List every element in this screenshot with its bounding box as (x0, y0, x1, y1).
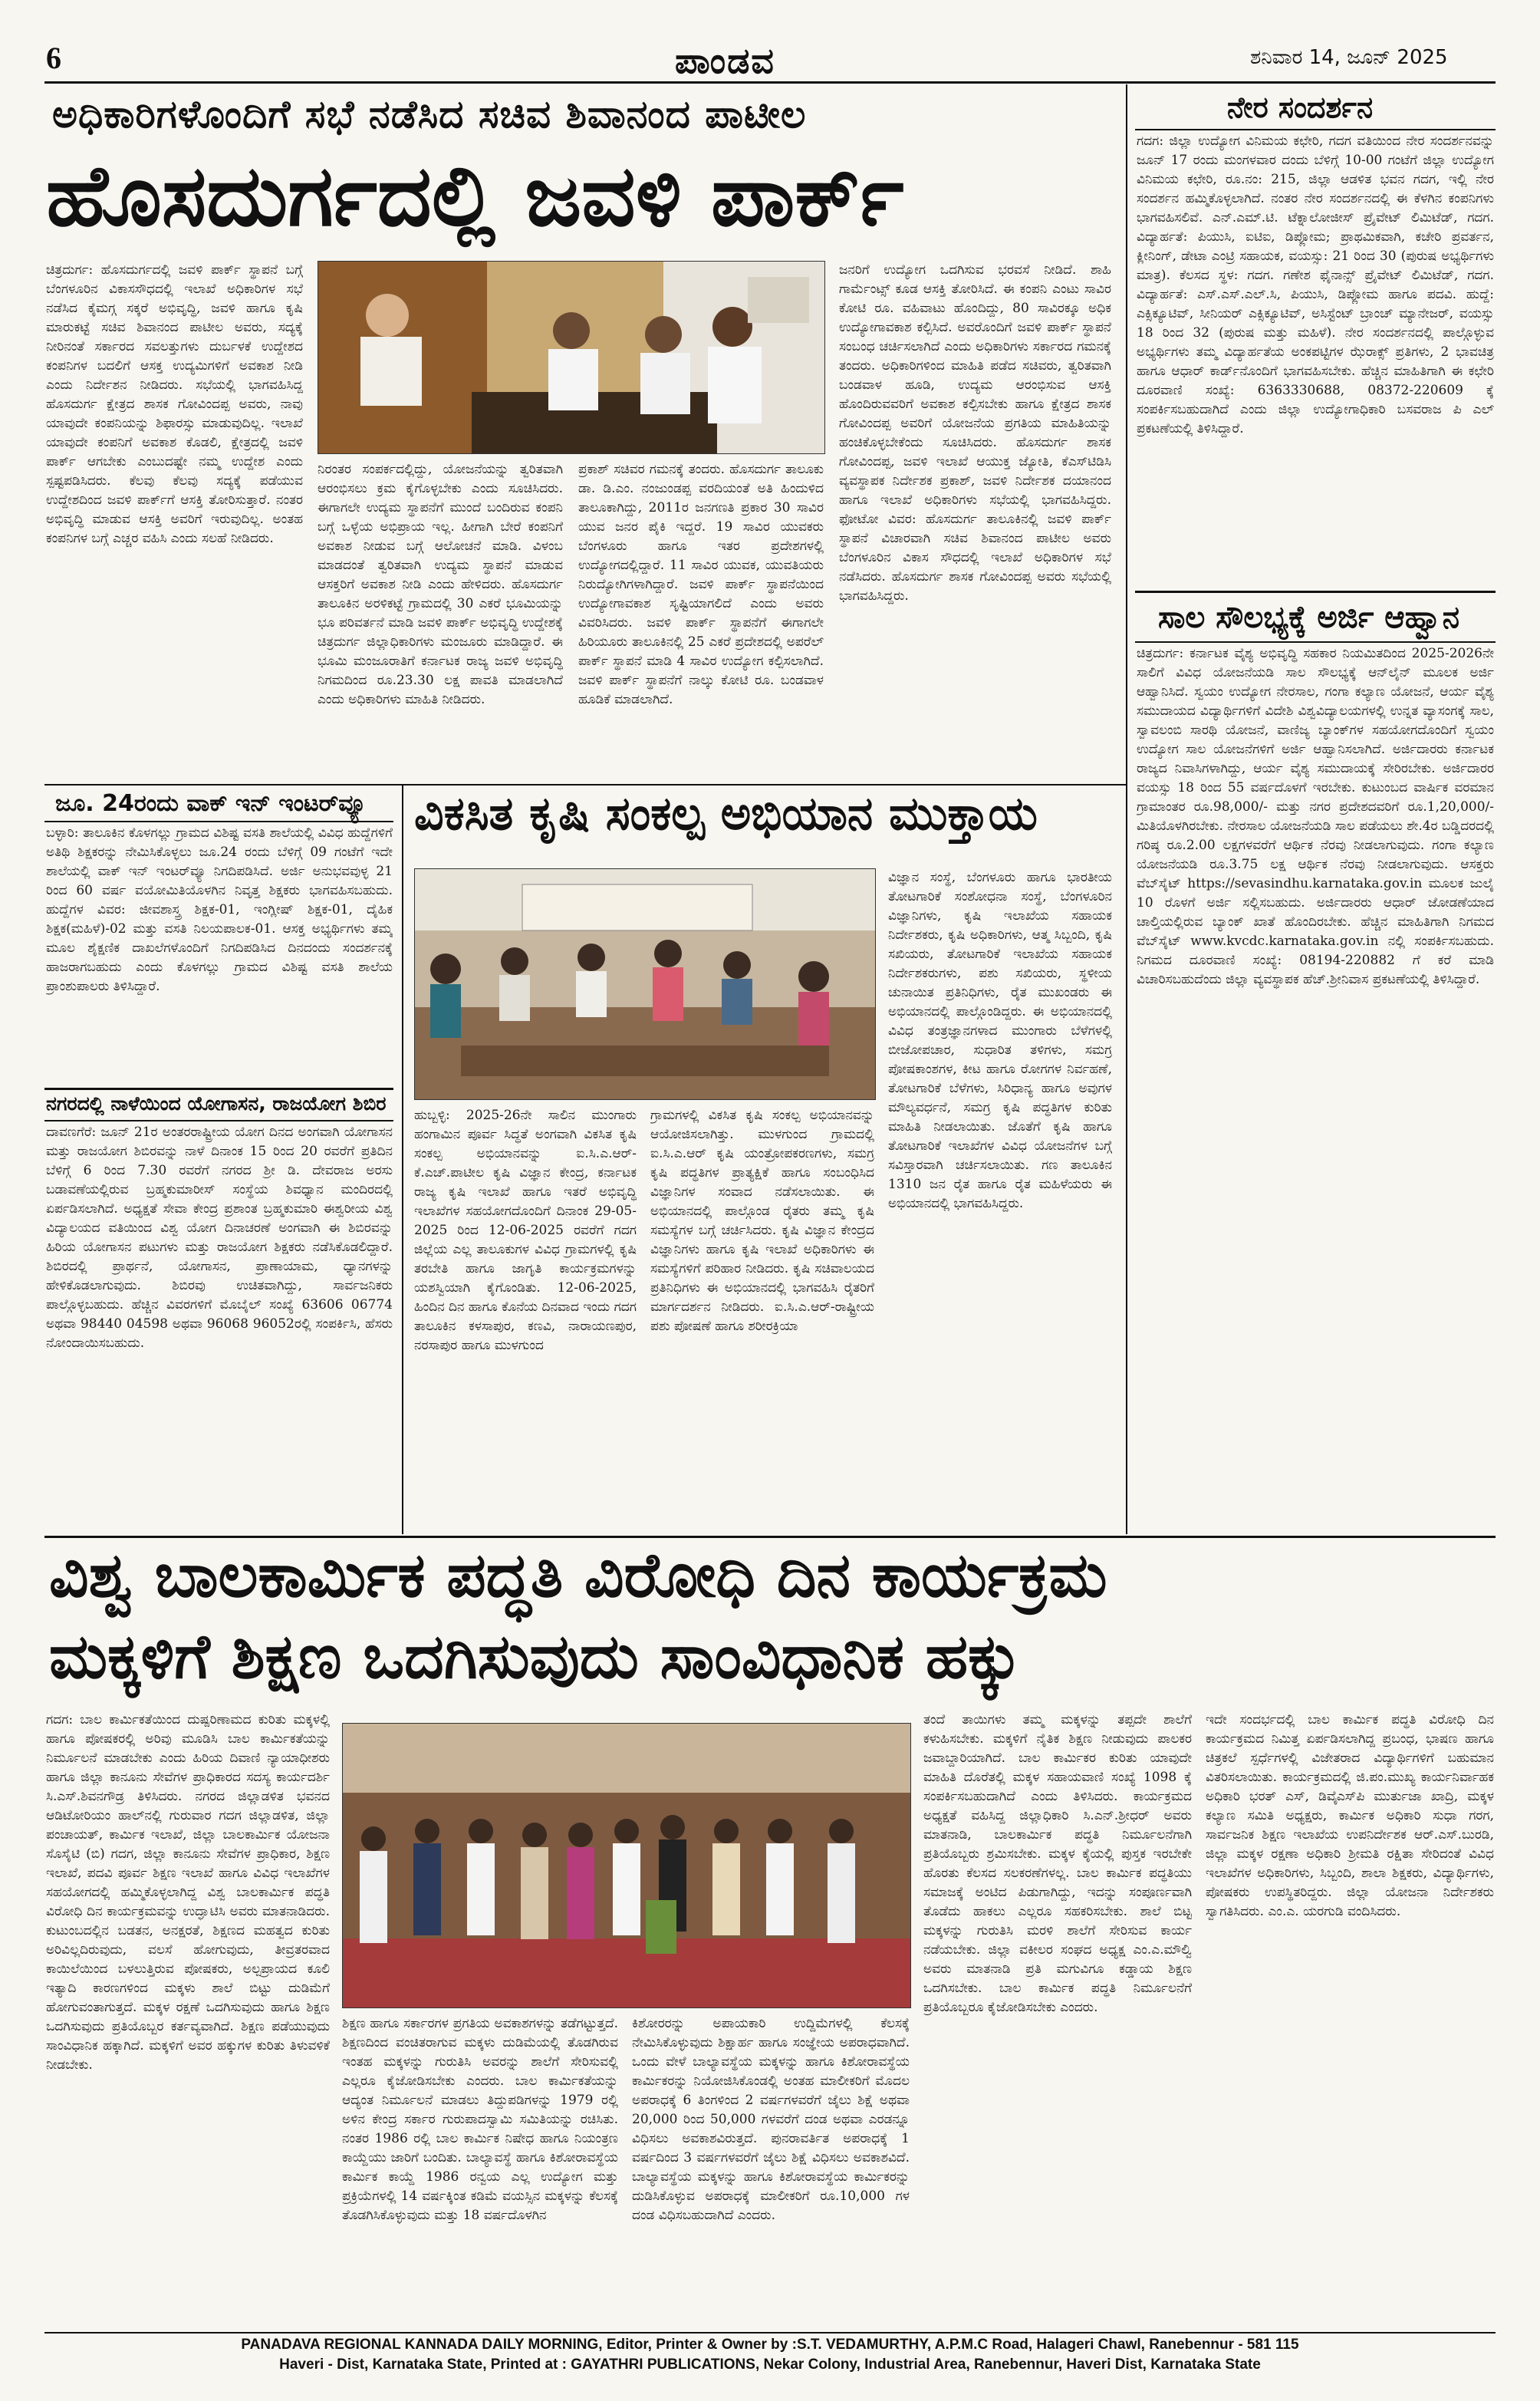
walkin-text: ಬಳ್ಳಾರಿ: ತಾಲೂಕಿನ ಕೊಳಗಲ್ಲು ಗ್ರಾಮದ ವಿಶಿಷ್ಟ ವಸತಿ ಶಾಲೆಯಲ್ಲಿ ವಿವಿಧ ಹುದ್ದೆಗಳಿಗೆ ಅತಿಥಿ ಶಿಕ್ಷಕರನ್ನು ನೇಮಿಸಿಕೊಳ್ಳಲು ಜೂ.24 ರಂದು ಬೆಳಿಗ್ಗೆ 09 ಗಂಟೆಗೆ ಇದೇ ಶಾಲೆಯಲ್ಲಿ ವಾಕ್ ಇನ್ ಇಂಟರ್‌ವ್ಯೂ ನಿಗದಿಪಡಿಸಿದೆ. ಅರ್ಜಿ ಅನುಭವವುಳ್ಳ 21 ರಿಂದ 60 ವರ್ಷ ವಯೋಮಿತಿಯೊಳಗಿನ ನಿವೃತ್ತ ಶಿಕ್ಷಕರು ಭಾಗವಹಿಸಬಹುದು. ಹುದ್ದೆಗಳ ವಿವರ: ಜೀವಶಾಸ್ತ್ರ ಶಿಕ್ಷಕ-01, ಇಂಗ್ಲೀಷ್ ಶಿಕ್ಷಕ-01, ದೈಹಿಕ ಶಿಕ್ಷಕ(ಮಹಿಳೆ)-02 ಮತ್ತು ವಸತಿ ನಿಲಯಪಾಲಕ-01. ಆಸಕ್ತ ಅಭ್ಯರ್ಥಿಗಳು ತಮ್ಮ ಮೂಲ ಶೈಕ್ಷಣಿಕ ದಾಖಲೆಗಳೊಂದಿಗೆ ನಿಗದಿಪಡಿಸಿದ ದಿನದಂದು ಸಂದರ್ಶನಕ್ಕೆ ಹಾಜರಾಗಬಹುದು ಎಂದು ಕೊಳಗಲ್ಲು ಗ್ರಾಮದ ವಿಶಿಷ್ಟ ವಸತಿ ಶಾಲೆಯ ಪ್ರಾಂಶುಪಾಲರು ತಿಳಿಸಿದ್ದಾರೆ. (46, 825, 393, 994)
krishi-col-right: ವಿಜ್ಞಾನ ಸಂಸ್ಥೆ, ಬೆಂಗಳೂರು ಹಾಗೂ ಭಾರತೀಯ ತೋಟಗಾರಿಕೆ ಸಂಶೋಧನಾ ಸಂಸ್ಥೆ, ಬೆಂಗಳೂರಿನ ವಿಜ್ಞಾನಿಗಳು, ಕೃಷಿ ಇಲಾಖೆಯ ಸಹಾಯಕ ನಿರ್ದೇಶಕರು, ಕೃಷಿ ಅಧಿಕಾರಿಗಳು, ಆತ್ಮ ಸಿಬ್ಬಂದಿ, ಕೃಷಿ ಸಖಿಯರು, ತೋಟಗಾರಿಕೆ ಇಲಾಖೆಯ ಸಹಾಯಕ ನಿರ್ದೇಶಕರುಗಳು, ಪಶು ಸಖಿಯರು, ಸ್ಥಳೀಯ ಚುನಾಯಿತ ಪ್ರತಿನಿಧಿಗಳು, ರೈತ ಮುಖಂಡರು ಈ ಅಭಿಯಾನದಲ್ಲಿ ಪಾಲ್ಗೊಂಡಿದ್ದರು. ಈ ಅಭಿಯಾನದಲ್ಲಿ ವಿವಿಧ ತಂತ್ರಜ್ಞಾನಗಳಾದ ಮುಂಗಾರು ಬೆಳೆಗಳಲ್ಲಿ ಬೀಜೋಪಚಾರ, ಸುಧಾರಿತ ತಳಿಗಳು, ಸಮಗ್ರ ಪೋಷಕಾಂಶಗಳ, ಕೀಟ ಹಾಗೂ ರೋಗಗಳ ನಿರ್ವಹಣೆ, ತೋಟಗಾರಿಕೆ ಬೆಳೆಗಳು, ಸಿರಿಧಾನ್ಯ ಹಾಗೂ ಅವುಗಳ ಮೌಲ್ಯವರ್ಧನೆ, ಸಮಗ್ರ ಕೃಷಿ ಪದ್ಧತಿಗಳ ಕುರಿತು ಮಾಹಿತಿ ನೀಡಲಾಯಿತು. ಜೊತೆಗೆ ಕೃಷಿ ಹಾಗೂ ತೋಟಗಾರಿಕೆ ಇಲಾಖೆಗಳ ವಿವಿಧ ಯೋಜನೆಗಳ ಬಗ್ಗೆ ಸವಿಸ್ತಾರವಾಗಿ ಚರ್ಚಿಸಲಾಯಿತು. ಗಣ ತಾಲೂಕಿನ 1310 ಜನ ರೈತ ಹಾಗೂ ರೈತ ಮಹಿಳೆಯರು ಈ ಅಭಿಯಾನದಲ್ಲಿ ಭಾಗವಹಿಸಿದ್ದರು. (888, 870, 1112, 1211)
footer-line-1: PANADAVA REGIONAL KANNADA DAILY MORNING, Editor, Printer & Owner by :S.T. VEDAMURTHY, A.P.M.C Road, Halageri Chawl, Ranebennur - 581 115 (241, 2337, 1299, 2353)
yoga-title-rule (44, 1120, 393, 1121)
lead-headline: ಹೊಸದುರ್ಗದಲ್ಲಿ ಜವಳಿ ಪಾರ್ಕ್ (46, 147, 904, 245)
child-labour-col-1: ಗದಗ: ಬಾಲ ಕಾರ್ಮಿಕತೆಯಿಂದ ದುಷ್ಪರಿಣಾಮದ ಕುರಿತು ಮಕ್ಕಳಲ್ಲಿ ಹಾಗೂ ಪೋಷಕರಲ್ಲಿ ಅರಿವು ಮೂಡಿಸಿ ಬಾಲ ಕಾರ್ಮಿಕತೆಯನ್ನು ನಿರ್ಮೂಲನೆ ಮಾಡಬೇಕು ಎಂದು ಹಿರಿಯ ದಿವಾಣಿ ನ್ಯಾಯಾಧೀಶರು ಹಾಗೂ ಜಿಲ್ಲಾ ಕಾನೂನು ಸೇವೆಗಳ ಪ್ರಾಧಿಕಾರದ ಸದಸ್ಯ ಕಾರ್ಯದರ್ಶಿ ಸಿ.ಎಸ್.ಶಿವನಗೌಡ್ರ ತಿಳಿಸಿದರು. ನಗರದ ಜಿಲ್ಲಾಡಳಿತ ಭವನದ ಆಡಿಟೋರಿಯಂ ಹಾಲ್‌ನಲ್ಲಿ ಗುರುವಾರ ಗದಗ ಜಿಲ್ಲಾಡಳಿತ, ಜಿಲ್ಲಾ ಪಂಚಾಯತ್, ಕಾರ್ಮಿಕ ಇಲಾಖೆ, ಜಿಲ್ಲಾ ಬಾಲಕಾರ್ಮಿಕ ಯೋಜನಾ ಸೊಸೈಟಿ (ಬಿ) ಗದಗ, ಜಿಲ್ಲಾ ಕಾನೂನು ಸೇವೆಗಳ ಪ್ರಾಧಿಕಾರ, ಶಿಕ್ಷಣ ಇಲಾಖೆ, ಪದವಿ ಪೂರ್ವ ಶಿಕ್ಷಣ ಇಲಾಖೆ ಹಾಗೂ ವಿವಿಧ ಇಲಾಖೆಗಳ ಸಹಯೋಗದಲ್ಲಿ ಹಮ್ಮಿಕೊಳ್ಳಲಾಗಿದ್ದ ವಿಶ್ವ ಬಾಲಕಾರ್ಮಿಕ ಪದ್ಧತಿ ವಿರೋಧಿ ದಿನ ಕಾರ್ಯಕ್ರಮವನ್ನು ಉದ್ಘಾಟಿಸಿ ಅವರು ಮಾತನಾಡಿದರು. ಕುಟುಂಬದಲ್ಲಿನ ಬಡತನ, ಅನಕ್ಷರತೆ, ಶಿಕ್ಷಣದ ಮಹತ್ವದ ಕುರಿತು ಅರಿವಿಲ್ಲದಿರುವುದು, ವಲಸೆ ಹೋಗುವುದು, ತೀವ್ರತರವಾದ ಕಾಯಿಲೆಯಿಂದ ಬಳಲುತ್ತಿರುವ ಪೋಷಕರು, ಅಲ್ಪಪ್ರಾಯದ ಕೂಲಿ ಇತ್ಯಾದಿ ಕಾರಣಗಳಿಂದ ಮಕ್ಕಳು ಶಾಲೆ ಬಿಟ್ಟು ದುಡಿಮೆಗೆ ಹೋಗುವಂತಾಗುತ್ತದೆ. ಮಕ್ಕಳ ರಕ್ಷಣೆ ಒದಗಿಸುವುದು ಹಾಗೂ ಶಿಕ್ಷಣ ಒದಗಿಸುವುದು ಪ್ರತಿಯೊಬ್ಬರ ಕರ್ತವ್ಯವಾಗಿದೆ. ಶಿಕ್ಷಣ ಪಡೆಯುವುದು ಸಾಂವಿಧಾನಿಕ ಹಕ್ಕಾಗಿದೆ. ಮಕ್ಕಳಿಗೆ ಅವರ ಹಕ್ಕುಗಳ ಕುರಿತು ತಿಳುವಳಿಕೆ ನೀಡಬೇಕು. (46, 1712, 330, 2073)
lead-col-3: ಪ್ರಕಾಶ್ ಸಚಿವರ ಗಮನಕ್ಕೆ ತಂದರು. ಹೊಸದುರ್ಗ ತಾಲೂಕು ಡಾ. ಡಿ.ಎಂ. ನಂಜುಂಡಪ್ಪ ವರದಿಯಂತೆ ಅತಿ ಹಿಂದುಳಿದ ತಾಲೂಕಾಗಿದ್ದು, 2011ರ ಜನಗಣತಿ ಪ್ರಕಾರ 30 ಸಾವಿರ ಯುವ ಜನರ ಪೈಕಿ ಇದ್ದರೆ. 19 ಸಾವಿರ ಯುವಕರು ಬೆಂಗಳೂರು ಹಾಗೂ ಇತರ ಪ್ರದೇಶಗಳಲ್ಲಿ ಉದ್ಯೋಗದಲ್ಲಿದ್ದಾರೆ. 11 ಸಾವಿರ ಯುವಕ, ಯುವತಿಯರು ನಿರುದ್ಯೋಗಿಗಳಾಗಿದ್ದಾರೆ. ಜವಳಿ ಪಾರ್ಕ್ ಸ್ಥಾಪನೆಯಿಂದ ಉದ್ಯೋಗಾವಕಾಶ ಸೃಷ್ಟಿಯಾಗಲಿದೆ ಎಂದು ಅವರು ವಿವರಿಸಿದರು. ಜವಳಿ ಪಾರ್ಕ್ ಸ್ಥಾಪನೆಗೆ ಈಗಾಗಲೇ ಹಿರಿಯೂರು ತಾಲೂಕಿನಲ್ಲಿ 25 ಎಕರೆ ಪ್ರದೇಶದಲ್ಲಿ ಅಪರೆಲ್ ಪಾರ್ಕ್ ಸ್ಥಾಪನೆ ಮಾಡಿ 4 ಸಾವಿರ ಉದ್ಯೋಗ ಕಲ್ಪಿಸಲಾಗಿದೆ. ಜವಳಿ ಪಾರ್ಕ್ ಸ್ಥಾಪನೆಗೆ ನಾಲ್ಕು ಕೋಟಿ ರೂ. ಬಂಡವಾಳ ಹೂಡಿಕೆ ಮಾಡಲಾಗಿದೆ. (578, 462, 824, 707)
yoga-title: ನಗರದಲ್ಲಿ ನಾಳೆಯಿಂದ ಯೋಗಾಸನ, ರಾಜಯೋಗ ಶಿಬಿರ (46, 1092, 387, 1115)
footer-line-2: Haveri - Dist, Karnataka State, Printed at : GAYATHRI PUBLICATIONS, Nekar Colony, Industrial Area, Ranebennur, Haveri Dist, Karnataka State (279, 2357, 1261, 2373)
child-labour-col-4: ತಂದೆ ತಾಯಿಗಳು ತಮ್ಮ ಮಕ್ಕಳನ್ನು ತಪ್ಪದೇ ಶಾಲೆಗೆ ಕಳುಹಿಸಬೇಕು. ಮಕ್ಕಳಿಗೆ ನೈತಿಕ ಶಿಕ್ಷಣ ನೀಡುವುದು ಪಾಲಕರ ಜವಾಬ್ದಾರಿಯಾಗಿದೆ. ಬಾಲ ಕಾರ್ಮಿಕರ ಕುರಿತು ಯಾವುದೇ ಮಾಹಿತಿ ದೊರೆತಲ್ಲಿ ಮಕ್ಕಳ ಸಹಾಯವಾಣಿ ಸಂಖ್ಯೆ 1098 ಕ್ಕೆ ಸಂಪರ್ಕಿಸಬಹುದಾಗಿದೆ ಎಂದು ತಿಳಿಸಿದರು. ಕಾರ್ಯಕ್ರಮದ ಅಧ್ಯಕ್ಷತೆ ವಹಿಸಿದ್ದ ಜಿಲ್ಲಾಧಿಕಾರಿ ಸಿ.ಎನ್.ಶ್ರೀಧರ್ ಅವರು ಮಾತನಾಡಿ, ಬಾಲಕಾರ್ಮಿಕ ಪದ್ಧತಿ ನಿರ್ಮೂಲನೆಗಾಗಿ ಪ್ರತಿಯೊಬ್ಬರು ಶ್ರಮಿಸಬೇಕು. ಮಕ್ಕಳ ಕೈಯಲ್ಲಿ ಪುಸ್ತಕ ಇರಬೇಕೇ ಹೊರತು ಕೆಲಸದ ಸಲಕರಣೆಗಳಲ್ಲ. ಬಾಲ ಕಾರ್ಮಿಕ ಪದ್ಧತಿಯು ಸಮಾಜಕ್ಕೆ ಅಂಟಿದ ಪಿಡುಗಾಗಿದ್ದು, ಇದನ್ನು ಸಂಪೂರ್ಣವಾಗಿ ತೊಡೆದು ಹಾಕಲು ಎಲ್ಲರೂ ಸಹಕರಿಸಬೇಕು. ಶಾಲೆ ಬಿಟ್ಟ ಮಕ್ಕಳನ್ನು ಗುರುತಿಸಿ ಮರಳಿ ಶಾಲೆಗೆ ಸೇರಿಸುವ ಕಾರ್ಯ ನಡೆಯಬೇಕು. ಜಿಲ್ಲಾ ವಕೀಲರ ಸಂಘದ ಅಧ್ಯಕ್ಷ ಎಂ.ಎ.ಮೌಲ್ವಿ ಅವರು ಮಾತನಾಡಿ ಪ್ರತಿ ಮಗುವಿಗೂ ಕಡ್ಡಾಯ ಶಿಕ್ಷಣ ಒದಗಿಸಬೇಕು. ಬಾಲ ಕಾರ್ಮಿಕ ಪದ್ಧತಿ ನಿರ್ಮೂಲನೆಗೆ ಪ್ರತಿಯೊಬ್ಬರೂ ಕೈಜೋಡಿಸಬೇಕು ಎಂದರು. (923, 1712, 1192, 2015)
krishi-photo-svg (415, 869, 875, 1099)
loan-title-rule (1135, 641, 1496, 643)
krishi-col-mid: ಗ್ರಾಮಗಳಲ್ಲಿ ವಿಕಸಿತ ಕೃಷಿ ಸಂಕಲ್ಪ ಅಭಿಯಾನವನ್ನು ಆಯೋಜಿಸಲಾಗಿತ್ತು. ಮುಳಗುಂದ ಗ್ರಾಮದಲ್ಲಿ ಐ.ಸಿ.ಎ.ಆರ್ ಕೃಷಿ ಯಂತ್ರೋಪಕರಣಗಳು, ಸಮಗ್ರ ಕೃಷಿ ಪದ್ಧತಿಗಳ ಪ್ರಾತ್ಯಕ್ಷಿಕೆ ಹಾಗೂ ಸಂಬಂಧಿಸಿದ ವಿಜ್ಞಾನಿಗಳ ಸಂವಾದ ನಡೆಸಲಾಯಿತು. ಈ ಅಭಿಯಾನದಲ್ಲಿ ಪಾಲ್ಗೊಂಡ ರೈತರು ತಮ್ಮ ಕೃಷಿ ಸಮಸ್ಯೆಗಳ ಬಗ್ಗೆ ಚರ್ಚಿಸಿದರು. ಕೃಷಿ ವಿಜ್ಞಾನ ಕೇಂದ್ರದ ವಿಜ್ಞಾನಿಗಳು ಹಾಗೂ ಕೃಷಿ ಇಲಾಖೆ ಅಧಿಕಾರಿಗಳು ಈ ಸಮಸ್ಯೆಗಳಿಗೆ ಪರಿಹಾರ ನೀಡಿದರು. ಕೃಷಿ ಸಚಿವಾಲಯದ ಪ್ರತಿನಿಧಿಗಳು ಈ ಅಭಿಯಾನದಲ್ಲಿ ಭಾಗವಹಿಸಿ ರೈತರಿಗೆ ಮಾರ್ಗದರ್ಶನ ನೀಡಿದರು. ಐ.ಸಿ.ಎ.ಆರ್-ರಾಷ್ಟ್ರೀಯ ಪಶು ಪೋಷಣೆ ಹಾಗೂ ಶರೀರಕ್ರಿಯಾ (650, 1108, 874, 1334)
footer-rule (44, 2332, 1496, 2333)
child-labour-col-5: ಇದೇ ಸಂದರ್ಭದಲ್ಲಿ ಬಾಲ ಕಾರ್ಮಿಕ ಪದ್ಧತಿ ವಿರೋಧಿ ದಿನ ಕಾರ್ಯಕ್ರಮದ ನಿಮಿತ್ತ ಏರ್ಪಡಿಸಲಾಗಿದ್ದ ಪ್ರಬಂಧ, ಭಾಷಣ ಹಾಗೂ ಚಿತ್ರಕಲೆ ಸ್ಪರ್ಧೆಗಳಲ್ಲಿ ವಿಜೇತರಾದ ವಿದ್ಯಾರ್ಥಿಗಳಿಗೆ ಬಹುಮಾನ ವಿತರಿಸಲಾಯಿತು. ಕಾರ್ಯಕ್ರಮದಲ್ಲಿ ಜಿ.ಪಂ.ಮುಖ್ಯ ಕಾರ್ಯನಿರ್ವಾಹಕ ಅಧಿಕಾರಿ ಭರತ್ ಎಸ್, ಡಿವೈಎಸ್‌ಪಿ ಮುರ್ತುಜಾ ಖಾದ್ರಿ, ಮಕ್ಕಳ ಕಲ್ಯಾಣ ಸಮಿತಿ ಅಧ್ಯಕ್ಷರು, ಕಾರ್ಮಿಕ ಅಧಿಕಾರಿ ಸುಧಾ ಗರಗ, ಸಾರ್ವಜನಿಕ ಶಿಕ್ಷಣ ಇಲಾಖೆಯ ಉಪನಿರ್ದೇಶಕ ಆರ್.ಎಸ್.ಬುರಡಿ, ಜಿಲ್ಲಾ ಮಕ್ಕಳ ರಕ್ಷಣಾ ಅಧಿಕಾರಿ ಶ್ರೀಮತಿ ರಕ್ಷಿತಾ ಸೇರಿದಂತೆ ವಿವಿಧ ಇಲಾಖೆಗಳ ಅಧಿಕಾರಿಗಳು, ಸಿಬ್ಬಂದಿ, ಶಾಲಾ ಶಿಕ್ಷಕರು, ವಿದ್ಯಾರ್ಥಿಗಳು, ಪೋಷಕರು ಉಪಸ್ಥಿತರಿದ್ದರು. ಜಿಲ್ಲಾ ಯೋಜನಾ ನಿರ್ದೇಶಕರು ಸ್ವಾಗತಿಸಿದರು. ಎಂ.ಎ. ಯರಗುಡಿ ವಂದಿಸಿದರು. (1206, 1712, 1494, 1919)
sidebar-divider (1126, 84, 1127, 1534)
child-labour-col-2: ಶಿಕ್ಷಣ ಹಾಗೂ ಸರ್ಕಾರಗಳ ಪ್ರಗತಿಯ ಅವಕಾಶಗಳನ್ನು ತಡೆಗಟ್ಟುತ್ತದೆ. ಶಿಕ್ಷಣದಿಂದ ವಂಚಿತರಾಗುವ ಮಕ್ಕಳು ದುಡಿಮೆಯಲ್ಲಿ ತೊಡಗಿರುವ ಇಂತಹ ಮಕ್ಕಳನ್ನು ಗುರುತಿಸಿ ಅವರನ್ನು ಶಾಲೆಗೆ ಸೇರಿಸುವಲ್ಲಿ ಎಲ್ಲರೂ ಕೈಜೋಡಿಸಬೇಕು ಎಂದರು. ಬಾಲ ಕಾರ್ಮಿಕತೆಯನ್ನು ಆದ್ಯಂತ ನಿರ್ಮೂಲನೆ ಮಾಡಲು ತಿದ್ದುಪಡಿಗಳನ್ನು 1979 ರಲ್ಲಿ ಅಳಿನ ಕೇಂದ್ರ ಸರ್ಕಾರ ಗುರುಪಾದಸ್ವಾಮಿ ಸಮಿತಿಯನ್ನು ರಚಿಸಿತು. ನಂತರ 1986 ರಲ್ಲಿ ಬಾಲ ಕಾರ್ಮಿಕ ನಿಷೇಧ ಹಾಗೂ ನಿಯಂತ್ರಣ ಕಾಯ್ದೆಯು ಜಾರಿಗೆ ಬಂದಿತು. ಬಾಲ್ಯಾವಸ್ಥೆ ಹಾಗೂ ಕಿಶೋರಾವಸ್ಥೆಯ ಕಾರ್ಮಿಕ ಕಾಯ್ದೆ 1986 ರನ್ವಯ ಎಲ್ಲ ಉದ್ಯೋಗ ಮತ್ತು ಪ್ರಕ್ರಿಯೆಗಳಲ್ಲಿ 14 ವರ್ಷಕ್ಕಿಂತ ಕಡಿಮೆ ವಯಸ್ಸಿನ ಮಕ್ಕಳನ್ನು ಕೆಲಸಕ್ಕೆ ತೊಡಗಿಸಿಕೊಳ್ಳುವುದು ಮತ್ತು 18 ವರ್ಷದೊಳಗಿನ (342, 2016, 618, 2223)
krishi-headline: ವಿಕಸಿತ ಕೃಷಿ ಸಂಕಲ್ಪ ಅಭಿಯಾನ ಮುಕ್ತಾಯ (414, 787, 1038, 841)
child-labour-top-rule (44, 1536, 1496, 1538)
child-labour-photo-svg (343, 1724, 910, 2007)
issue-date: ಶನಿವಾರ 14, ಜೂನ್ 2025 (1250, 46, 1448, 69)
masthead-rule (44, 81, 1496, 84)
child-labour-col-3: ಕಿಶೋರರನ್ನು ಅಪಾಯಕಾರಿ ಉದ್ದಿಮೆಗಳಲ್ಲಿ ಕೆಲಸಕ್ಕೆ ನೇಮಿಸಿಕೊಳ್ಳುವುದು ಶಿಕ್ಷಾರ್ಹ ಹಾಗೂ ಸಂಜ್ಞೇಯ ಅಪರಾಧವಾಗಿದೆ. ಒಂದು ವೇಳೆ ಬಾಲ್ಯಾವಸ್ಥೆಯ ಮಕ್ಕಳನ್ನು ಹಾಗೂ ಕಿಶೋರಾವಸ್ಥೆಯ ಕಾರ್ಮಿಕರನ್ನು ನಿಯೋಜಿಸಿಕೊಂಡಲ್ಲಿ ಅಂತಹ ಮಾಲೀಕರಿಗೆ ಮೊದಲ ಅಪರಾಧಕ್ಕೆ 6 ತಿಂಗಳಿಂದ 2 ವರ್ಷಗಳವರೆಗೆ ಜೈಲು ಶಿಕ್ಷೆ ಅಥವಾ 20,000 ರಿಂದ 50,000 ಗಳವರೆಗೆ ದಂಡ ಅಥವಾ ಎರಡನ್ನೂ ವಿಧಿಸಲು ಅವಕಾಶವಿರುತ್ತದೆ. ಪುನರಾವರ್ತಿತ ಅಪರಾಧಕ್ಕೆ 1 ವರ್ಷದಿಂದ 3 ವರ್ಷಗಳವರೆಗೆ ಜೈಲು ಶಿಕ್ಷೆ ವಿಧಿಸಲು ಅವಕಾಶವಿದೆ. ಬಾಲ್ಯಾವಸ್ಥೆಯ ಮಕ್ಕಳನ್ನು ಹಾಗೂ ಕಿಶೋರಾವಸ್ಥೆಯ ಕಾರ್ಮಿಕರನ್ನು ದುಡಿಸಿಕೊಳ್ಳುವ ಅಪರಾಧಕ್ಕೆ ಮಾಲೀಕರಿಗೆ ರೂ.10,000 ಗಳ ದಂಡ ವಿಧಿಸಬಹುದಾಗಿದೆ ಎಂದರು. (632, 2016, 910, 2223)
child-labour-headline-1: ವಿಶ್ವ ಬಾಲಕಾರ್ಮಿಕ ಪದ್ಧತಿ ವಿರೋಧಿ ದಿನ ಕಾರ್ಯಕ್ರಮ (49, 1540, 1107, 1611)
paper-name: ಪಾಂಡವ (675, 40, 775, 81)
child-labour-headline-2: ಮಕ್ಕಳಿಗೆ ಶಿಕ್ಷಣ ಒದಗಿಸುವುದು ಸಾಂವಿಧಾನಿಕ ಹಕ್ಕು (49, 1621, 1022, 1692)
yoga-text: ದಾವಣಗೆರೆ: ಜೂನ್ 21ರ ಅಂತರರಾಷ್ಟ್ರೀಯ ಯೋಗ ದಿನದ ಅಂಗವಾಗಿ ಯೋಗಾಸನ ಮತ್ತು ರಾಜಯೋಗ ಶಿಬಿರವನ್ನು ನಾಳೆ ದಿನಾಂಕ 15 ರಿಂದ 20 ರವರೆಗೆ ಪ್ರತಿದಿನ ಬೆಳಿಗ್ಗೆ 6 ರಿಂದ 7.30 ರವರೆಗೆ ನಗರದ ಶ್ರೀ ಡಿ. ದೇವರಾಜ ಅರಸು ಬಡಾವಣೆಯಲ್ಲಿರುವ ಬ್ರಹ್ಮಕುಮಾರೀಸ್ ಸಂಸ್ಥೆಯ ಶಿವಧ್ಯಾನ ಮಂದಿರದಲ್ಲಿ ಏರ್ಪಡಿಸಲಾಗಿದೆ. ಅಧ್ಯಕ್ಷತೆ ಸೇವಾ ಕೇಂದ್ರ ಪ್ರಶಾಂತ ಬ್ರಹ್ಮಕುಮಾರಿ ಈಶ್ವರೀಯ ವಿಶ್ವ ವಿದ್ಯಾಲಯದ ವತಿಯಿಂದ ವಿಶ್ವ ಯೋಗ ದಿನಾಚರಣೆ ಅಂಗವಾಗಿ ಈ ಶಿಬಿರವನ್ನು ಹಿರಿಯ ಯೋಗಾಸನ ಪಟುಗಳು ಮತ್ತು ರಾಜಯೋಗ ಶಿಕ್ಷಕರು ನಡೆಸಿಕೊಡಲಿದ್ದಾರೆ. ಶಿಬಿರದಲ್ಲಿ ಪ್ರಾರ್ಥನೆ, ಯೋಗಾಸನ, ಪ್ರಾಣಾಯಾಮ, ಧ್ಯಾನಗಳನ್ನು ಹೇಳಿಕೊಡಲಾಗುವುದು. ಶಿಬಿರವು ಉಚಿತವಾಗಿದ್ದು, ಸಾರ್ವಜನಿಕರು ಪಾಲ್ಗೊಳ್ಳಬಹುದು. ಹೆಚ್ಚಿನ ವಿವರಗಳಿಗೆ ಮೊಬೈಲ್ ಸಂಖ್ಯೆ 63606 06774 ಅಥವಾ 98440 04598 ಅಥವಾ 96068 96052ರಲ್ಲಿ ಸಂಪರ್ಕಿಸಿ, ಹೆಸರು ನೋಂದಾಯಿಸಬಹುದು. (46, 1125, 393, 1351)
lead-col-2: ನಿರಂತರ ಸಂಪರ್ಕದಲ್ಲಿದ್ದು, ಯೋಜನೆಯನ್ನು ತ್ವರಿತವಾಗಿ ಆರಂಭಿಸಲು ಕ್ರಮ ಕೈಗೊಳ್ಳಬೇಕು ಎಂದು ಸೂಚಿಸಿದರು. ಈಗಾಗಲೇ ಉದ್ಯಮ ಸ್ಥಾಪನೆಗೆ ಮುಂದೆ ಬಂದಿರುವ ಕಂಪನಿ ಬಗ್ಗೆ ಒಳ್ಳೆಯ ಅಭಿಪ್ರಾಯ ಇಲ್ಲ. ಹೀಗಾಗಿ ಬೇರೆ ಕಂಪನಿಗೆ ಅವಕಾಶ ನೀಡುವ ಬಗ್ಗೆ ಆಲೋಚನೆ ಮಾಡಿ. ವಿಳಂಬ ಮಾಡದಂತೆ ತ್ವರಿತವಾಗಿ ಉದ್ಯಮ ಸ್ಥಾಪನೆ ಮಾಡುವ ಆಸಕ್ತರಿಗೆ ಅವಕಾಶ ನೀಡಿ ಎಂದು ಹೇಳಿದರು. ಹೊಸದುರ್ಗ ತಾಲೂಕಿನ ಅರಳಿಕಟ್ಟೆ ಗ್ರಾಮದಲ್ಲಿ 30 ಎಕರೆ ಭೂಮಿಯನ್ನು ಭೂ ಪರಿವರ್ತನೆ ಮಾಡಿ ಜವಳಿ ಪಾರ್ಕ್ ಅಭಿವೃದ್ಧಿ ಉದ್ದೇಶಕ್ಕೆ ಚಿತ್ರದುರ್ಗ ಜಿಲ್ಲಾಧಿಕಾರಿಗಳು ಮಂಜೂರು ಮಾಡಿದ್ದಾರೆ. ಈ ಭೂಮಿ ಮಂಜೂರಾತಿಗೆ ಕರ್ನಾಟಕ ರಾಜ್ಯ ಜವಳಿ ಅಭಿವೃದ್ಧಿ ನಿಗಮದಿಂದ ರೂ.23.30 ಲಕ್ಷ ಪಾವತಿ ಮಾಡಲಾಗಿದೆ ಎಂದು ಅಧಿಕಾರಿಗಳು ಮಾಹಿತಿ ನೀಡಿದರು. (318, 462, 563, 707)
lead-col-1: ಚಿತ್ರದುರ್ಗ: ಹೊಸದುರ್ಗದಲ್ಲಿ ಜವಳಿ ಪಾರ್ಕ್ ಸ್ಥಾಪನೆ ಬಗ್ಗೆ ಬೆಂಗಳೂರಿನ ವಿಕಾಸಸೌಧದಲ್ಲಿ ಇಲಾಖೆ ಅಧಿಕಾರಿಗಳ ಸಭೆ ನಡೆಸಿದ ಕೈಮಗ್ಗ ಸಕ್ಕರೆ ಅಭಿವೃದ್ಧಿ, ಜವಳಿ ಹಾಗೂ ಕೃಷಿ ಮಾರುಕಟ್ಟೆ ಸಚಿವ ಶಿವಾನಂದ ಪಾಟೀಲ ಅವರು, ಸದ್ಯಕ್ಕೆ ನೀರಿನಂತೆ ಸರ್ಕಾರದ ಸವಲತ್ತುಗಳು ದುರ್ಬಳಕೆ ಉದ್ದೇಶದ ಕಂಪನಿಗಳ ಬದಲಿಗೆ ಆಸಕ್ತ ಉದ್ಯಮಿಗಳಿಗೆ ಅವಕಾಶ ನೀಡಿ ಎಂದು ನಿರ್ದೇಶನ ನೀಡಿದರು. ಸಭೆಯಲ್ಲಿ ಭಾಗವಹಿಸಿದ್ದ ಹೊಸದುರ್ಗ ಕ್ಷೇತ್ರದ ಶಾಸಕ ಗೋವಿಂದಪ್ಪ ಅವರು, ನಾವು ಯಾವುದೇ ಕಂಪನಿಯನ್ನು ಶಿಫಾರಸ್ಸು ಮಾಡುವುದಿಲ್ಲ. ಇಲಾಖೆ ಯಾವುದೇ ಕಂಪನಿಗೆ ಅವಕಾಶ ಕೊಡಲಿ, ಕ್ಷೇತ್ರದಲ್ಲಿ ಜವಳಿ ಪಾರ್ಕ್ ಆಗಬೇಕು ಎಂಬುದಷ್ಟೇ ನಮ್ಮ ಉದ್ದೇಶ ಎಂದು ಸ್ಪಷ್ಟಪಡಿಸಿದರು. ಕೆಲವು ಕೆಲವು ಸದ್ಯಕ್ಕೆ ಪಡೆಯುವ ಉದ್ದೇಶದಿಂದ ಜವಳಿ ಪಾರ್ಕ್‌ಗೆ ಆಸಕ್ತಿ ತೋರಿಸುತ್ತಾರೆ. ನಂತರ ಅಭಿವೃದ್ಧಿ ಮಾಡುವ ಆಸಕ್ತಿ ಅವರಿಗೆ ಇರುವುದಿಲ್ಲ. ಅಂತಹ ಕಂಪನಿಗಳ ಬಗ್ಗೆ ಎಚ್ಚರ ವಹಿಸಿ ಎಂದು ಸಲಹೆ ನೀಡಿದರು. (46, 262, 303, 546)
sidebar-separator (1135, 591, 1496, 593)
lead-kicker: ಅಧಿಕಾರಿಗಳೊಂದಿಗೆ ಸಭೆ ನಡೆಸಿದ ಸಚಿವ ಶಿವಾನಂದ ಪಾಟೀಲ (52, 92, 807, 137)
sidebar-loan-title: ಸಾಲ ಸೌಲಭ್ಯಕ್ಕೆ ಅರ್ಜಿ ಆಹ್ವಾನ (1158, 600, 1459, 635)
page-number: 6 (46, 41, 61, 75)
meeting-photo-svg (318, 262, 824, 453)
lead-bottom-rule (44, 784, 1126, 786)
krishi-divider (402, 786, 403, 1534)
sidebar-interview-text: ಗದಗ: ಜಿಲ್ಲಾ ಉದ್ಯೋಗ ವಿನಿಮಯ ಕಛೇರಿ, ಗದಗ ವತಿಯಿಂದ ನೇರ ಸಂದರ್ಶನವನ್ನು ಜೂನ್ 17 ರಂದು ಮಂಗಳವಾರ ದಂದು ಬೆಳಿಗ್ಗೆ 10-00 ಗಂಟೆಗೆ ಜಿಲ್ಲಾ ಉದ್ಯೋಗ ವಿನಿಮಯ ಕಛೇರಿ, ರೂ.ನಂ: 215, ಜಿಲ್ಲಾ ಆಡಳಿತ ಭವನ ಗದಗ, ಇಲ್ಲಿ ನೇರ ಸಂದರ್ಶನ ಹಮ್ಮಿಕೊಳ್ಳಲಾಗಿದೆ. ನಂತರ ನೇರ ಸಂದರ್ಶನದಲ್ಲಿ ಈ ಕೆಳಗಿನ ಕಂಪನಿಗಳು ಭಾಗವಹಿಸಲಿವೆ. ಎನ್.ಎಮ್.ಟಿ. ಟೆಕ್ನಾಲೋಜೀಸ್ ಪ್ರೈವೇಟ್ ಲಿಮಿಟೆಡ್, ಗದಗ. ವಿದ್ಯಾರ್ಹತೆ: ಪಿಯುಸಿ, ಐಟಿಐ, ಡಿಪ್ಲೋಮ; ಪ್ರಾಥಮಿಕವಾಗಿ, ಕಚೇರಿ ಪ್ರವರ್ತನ, ಕ್ಲೀನಿಂಗ್, ಡೇಟಾ ಎಂಟ್ರಿ ಸಹಾಯಕ, ವಯಸ್ಸು: 21 ರಿಂದ 30 (ಪುರುಷ ಅಭ್ಯರ್ಥಿಗಳು ಮಾತ್ರ). ಕೆಲಸದ ಸ್ಥಳ: ಗದಗ. ಗಣೇಶ ಫೈನಾನ್ಸ್ ಪ್ರೈವೇಟ್ ಲಿಮಿಟೆಡ್, ಗದಗ. ವಿದ್ಯಾರ್ಹತೆ: ಎಸ್.ಎಸ್.ಎಲ್.ಸಿ, ಪಿಯುಸಿ, ಡಿಪ್ಲೋಮ ಹಾಗೂ ಪದವಿ. ಹುದ್ದೆ: ಎಕ್ಸಿಕ್ಯೂಟಿವ್, ಸೀನಿಯರ್ ಎಕ್ಸಿಕ್ಯೂಟಿವ್, ಅಸಿಸ್ಟೆಂಟ್ ಬ್ರಾಂಚ್ ಮ್ಯಾನೇಜರ್, ವಯಸ್ಸು 18 ರಿಂದ 32 (ಪುರುಷ ಮತ್ತು ಮಹಿಳೆ). ನೇರ ಸಂದರ್ಶನದಲ್ಲಿ ಪಾಲ್ಗೊಳ್ಳುವ ಅಭ್ಯರ್ಥಿಗಳು ತಮ್ಮ ವಿದ್ಯಾರ್ಹತೆಯ ಅಂಕಪಟ್ಟಿಗಳ ಝೆರಾಕ್ಸ್ ಪ್ರತಿಗಳು, 2 ಭಾವಚಿತ್ರ ಹಾಗೂ ಆಧಾರ್ ಕಾರ್ಡ್‌ನೊಂದಿಗೆ ಭಾಗವಹಿಸಬೇಕು. ಹೆಚ್ಚಿನ ಮಾಹಿತಿಗಾಗಿ ಈ ಕಛೇರಿ ದೂರವಾಣಿ ಸಂಖ್ಯೆ: 6363330688, 08372-220609 ಕ್ಕೆ ಸಂಪರ್ಕಿಸಬಹುದಾಗಿದೆ ಎಂದು ಜಿಲ್ಲಾ ಉದ್ಯೋಗಾಧಿಕಾರಿ ಬಸವರಾಜ ಪಿ ಎಲ್ ಪ್ರಕಟಣೆಯಲ್ಲಿ ತಿಳಿಸಿದ್ದಾರೆ. (1137, 133, 1494, 436)
child-labour-photo (342, 1723, 911, 2008)
lead-col-4: ಜನರಿಗೆ ಉದ್ಯೋಗ ಒದಗಿಸುವ ಭರವಸೆ ನೀಡಿದೆ. ಶಾಹಿ ಗಾರ್ಮೆಂಟ್ಸ್ ಕೂಡ ಆಸಕ್ತಿ ತೋರಿಸಿದೆ. ಈ ಕಂಪನಿ ಎಂಟು ಸಾವಿರ ಕೋಟಿ ರೂ. ವಹಿವಾಟು ಹೊಂದಿದ್ದು, 80 ಸಾವಿರಕ್ಕೂ ಅಧಿಕ ಉದ್ಯೋಗಾವಕಾಶ ಕಲ್ಪಿಸಿದೆ. ಅವರೊಂದಿಗೆ ಜವಳಿ ಪಾರ್ಕ್ ಸ್ಥಾಪನೆ ಸಂಬಂಧ ಚರ್ಚಿಸಲಾಗಿದೆ ಎಂದು ಅಧಿಕಾರಿಗಳು ಸರ್ಕಾರದ ಗಮನಕ್ಕೆ ತಂದರು. ಅಧಿಕಾರಿಗಳಿಂದ ಮಾಹಿತಿ ಪಡೆದ ಸಚಿವರು, ತ್ವರಿತವಾಗಿ ಬಂಡವಾಳ ಹೂಡಿ, ಉದ್ಯಮ ಆರಂಭಿಸುವ ಆಸಕ್ತಿ ಹೊಂದಿರುವವರಿಗೆ ಅವಕಾಶ ಕಲ್ಪಿಸಬೇಕು ಹಾಗೂ ಕ್ಷೇತ್ರದ ಶಾಸಕ ಗೋವಿಂದಪ್ಪ ಅವರಿಗೆ ಯೋಜನೆಯ ಪ್ರಗತಿಯ ಮಾಹಿತಿಯನ್ನು ಹಂಚಿಕೊಳ್ಳಬೇಕೆಂದು ಸೂಚಿಸಿದರು. ಹೊಸದುರ್ಗ ಶಾಸಕ ಗೋವಿಂದಪ್ಪ, ಜವಳಿ ಇಲಾಖೆ ಆಯುಕ್ತ ಜ್ಯೋತಿ, ಕೆಎಸ್‌ಟಿಡಿಸಿ ವ್ಯವಸ್ಥಾಪಕ ನಿರ್ದೇಶಕ ಪ್ರಕಾಶ್, ಜವಳಿ ನಿರ್ದೇಶಕ ದಯಾನಂದ ಹಾಗೂ ಇಲಾಖೆ ಅಧಿಕಾರಿಗಳು ಸಭೆಯಲ್ಲಿ ಭಾಗವಹಿಸಿದ್ದರು. ಫೋಟೋ ವಿವರ: ಹೊಸದುರ್ಗ ತಾಲೂಕಿನಲ್ಲಿ ಜವಳಿ ಪಾರ್ಕ್ ಸ್ಥಾಪನೆ ವಿಚಾರವಾಗಿ ಸಚಿವ ಶಿವಾನಂದ ಪಾಟೀಲ ಅವರು ಬೆಂಗಳೂರಿನ ವಿಕಾಸ ಸೌಧದಲ್ಲಿ ಇಲಾಖೆ ಅಧಿಕಾರಿಗಳ ಸಭೆ ನಡೆಸಿದರು. ಹೊಸದುರ್ಗ ಶಾಸಕ ಗೋವಿಂದಪ್ಪ ಅವರು ಸಭೆಯಲ್ಲಿ ಭಾಗವಹಿಸಿದ್ದರು. (839, 262, 1111, 604)
sidebar-loan-text: ಚಿತ್ರದುರ್ಗ: ಕರ್ನಾಟಕ ವೈಶ್ಯ ಅಭಿವೃದ್ಧಿ ಸಹಕಾರ ನಿಯಮಿತದಿಂದ 2025-2026ನೇ ಸಾಲಿಗೆ ವಿವಿಧ ಯೋಜನೆಯಡಿ ಸಾಲ ಸೌಲಭ್ಯಕ್ಕೆ ಆನ್‌ಲೈನ್ ಮೂಲಕ ಅರ್ಜಿ ಆಹ್ವಾನಿಸಿದೆ. ಸ್ವಯಂ ಉದ್ಯೋಗ ನೇರಸಾಲ, ಗಂಗಾ ಕಲ್ಯಾಣ ಯೋಜನೆ, ಆರ್ಯ ವೈಶ್ಯ ಸಮುದಾಯದ ವಿದ್ಯಾರ್ಥಿಗಳಿಗೆ ವಿದೇಶಿ ವಿಶ್ವವಿದ್ಯಾಲಯಗಳಲ್ಲಿ ಉನ್ನತ ವ್ಯಾಸಂಗಕ್ಕೆ ಸಾಲ, ಸ್ವಾವಲಂಬಿ ಸಾರಥಿ ಯೋಜನೆ, ವಾಣಿಜ್ಯ ಬ್ಯಾಂಕ್‌ಗಳ ಸಹಯೋಗದೊಂದಿಗೆ ಸ್ವಯಂ ಉದ್ಯೋಗ ಸಾಲ ಯೋಜನೆಗಳಿಗೆ ಅರ್ಜಿ ಆಹ್ವಾನಿಸಲಾಗಿದೆ. ಅರ್ಜಿದಾರರು ಕರ್ನಾಟಕ ರಾಜ್ಯದ ನಿವಾಸಿಗಳಾಗಿದ್ದು, ಆರ್ಯ ವೈಶ್ಯ ಸಮುದಾಯಕ್ಕೆ ಸೇರಿರಬೇಕು. ಅರ್ಜಿದಾರರ ವಯಸ್ಸು 18 ರಿಂದ 55 ವರ್ಷದೊಳಗೆ ಇರಬೇಕು. ಕುಟುಂಬದ ವಾರ್ಷಿಕ ವರಮಾನ ಗ್ರಾಮಾಂತರ ರೂ.98,000/- ಮತ್ತು ನಗರ ಪ್ರದೇಶದವರಿಗೆ ರೂ.1,20,000/- ಮಿತಿಯೊಳಗಿರಬೇಕು. ನೇರಸಾಲ ಯೋಜನೆಯಡಿ ಸಾಲ ಪಡೆಯಲು ಶೇ.4ರ ಬಡ್ಡಿದರದಲ್ಲಿ ಗರಿಷ್ಠ ರೂ.2.00 ಲಕ್ಷಗಳವರೆಗೆ ಆರ್ಥಿಕ ನೆರವು ನೀಡಲಾಗುವುದು. ಗಂಗಾ ಕಲ್ಯಾಣ ಯೋಜನೆಯಡಿ ರೂ.3.75 ಲಕ್ಷ ಆರ್ಥಿಕ ನೆರವು ನೀಡಲಾಗುವುದು. ಆಸಕ್ತರು ವೆಬ್‌ಸೈಟ್ https://sevasindhu.karnataka.gov.in ಮೂಲಕ ಜುಲೈ 10 ರೊಳಗೆ ಅರ್ಜಿ ಸಲ್ಲಿಸಬಹುದು. ಅರ್ಜಿದಾರರು ಆಧಾರ್ ಜೋಡಣೆಯಾದ ಚಾಲ್ತಿಯಲ್ಲಿರುವ ಬ್ಯಾಂಕ್ ಖಾತೆ ಹೊಂದಿರಬೇಕು. ಹೆಚ್ಚಿನ ಮಾಹಿತಿಗಾಗಿ ನಿಗಮದ ವೆಬ್‌ಸೈಟ್ www.kvcdc.karnataka.gov.in ನಲ್ಲಿ ಸಂಪರ್ಕಿಸಬಹುದು. ನಿಗಮದ ದೂರವಾಣಿ ಸಂಖ್ಯೆ: 08194-220882 ಗೆ ಕರೆ ಮಾಡಿ ವಿಚಾರಿಸಬಹುದೆಂದು ಜಿಲ್ಲಾ ವ್ಯವಸ್ಥಾಪಕ ಹೆಚ್.ಶ್ರೀನಿವಾಸ ಪ್ರಕಟಣೆಯಲ್ಲಿ ತಿಳಿಸಿದ್ದಾರೆ. (1137, 646, 1494, 987)
walkin-bottom-rule (44, 1088, 393, 1090)
krishi-col-left: ಹುಬ್ಬಳ್ಳಿ: 2025-26ನೇ ಸಾಲಿನ ಮುಂಗಾರು ಹಂಗಾಮಿನ ಪೂರ್ವ ಸಿದ್ಧತೆ ಅಂಗವಾಗಿ ವಿಕಸಿತ ಕೃಷಿ ಸಂಕಲ್ಪ ಅಭಿಯಾನವನ್ನು ಐ.ಸಿ.ಎ.ಆರ್-ಕೆ.ಎಚ್.ಪಾಟೀಲ ಕೃಷಿ ವಿಜ್ಞಾನ ಕೇಂದ್ರ, ಕರ್ನಾಟಕ ರಾಜ್ಯ ಕೃಷಿ ಇಲಾಖೆ ಹಾಗೂ ಇತರೆ ಅಭಿವೃದ್ಧಿ ಇಲಾಖೆಗಳ ಸಹಯೋಗದೊಂದಿಗೆ ದಿನಾಂಕ 29-05-2025 ರಿಂದ 12-06-2025 ರವರೆಗೆ ಗದಗ ಜಿಲ್ಲೆಯ ಎಲ್ಲ ತಾಲೂಕುಗಳ ವಿವಿಧ ಗ್ರಾಮಗಳಲ್ಲಿ ಕೃಷಿ ತರಬೇತಿ ಹಾಗೂ ಜಾಗೃತಿ ಕಾರ್ಯಕ್ರಮಗಳನ್ನು ಯಶಸ್ವಿಯಾಗಿ ಕೈಗೊಂಡಿತು. 12-06-2025, ಹಿಂದಿನ ದಿನ ಹಾಗೂ ಕೊನೆಯ ದಿನವಾದ ಇಂದು ಗದಗ ತಾಲೂಕಿನ ಕಳಸಾಪುರ, ಕಣವಿ, ನಾರಾಯಣಪುರ, ನರಸಾಪುರ ಹಾಗೂ ಮುಳಗುಂದ (414, 1108, 637, 1353)
walkin-title: ಜೂ. 24ರಂದು ವಾಕ್ ಇನ್ ಇಂಟರ್‌ವ್ಯೂ (55, 790, 367, 817)
sidebar-title-rule (1135, 129, 1496, 130)
walkin-title-rule (44, 821, 393, 822)
krishi-photo (414, 868, 876, 1100)
sidebar-interview-title: ನೇರ ಸಂದರ್ಶನ (1227, 91, 1374, 124)
lead-photo-meeting (318, 261, 825, 454)
